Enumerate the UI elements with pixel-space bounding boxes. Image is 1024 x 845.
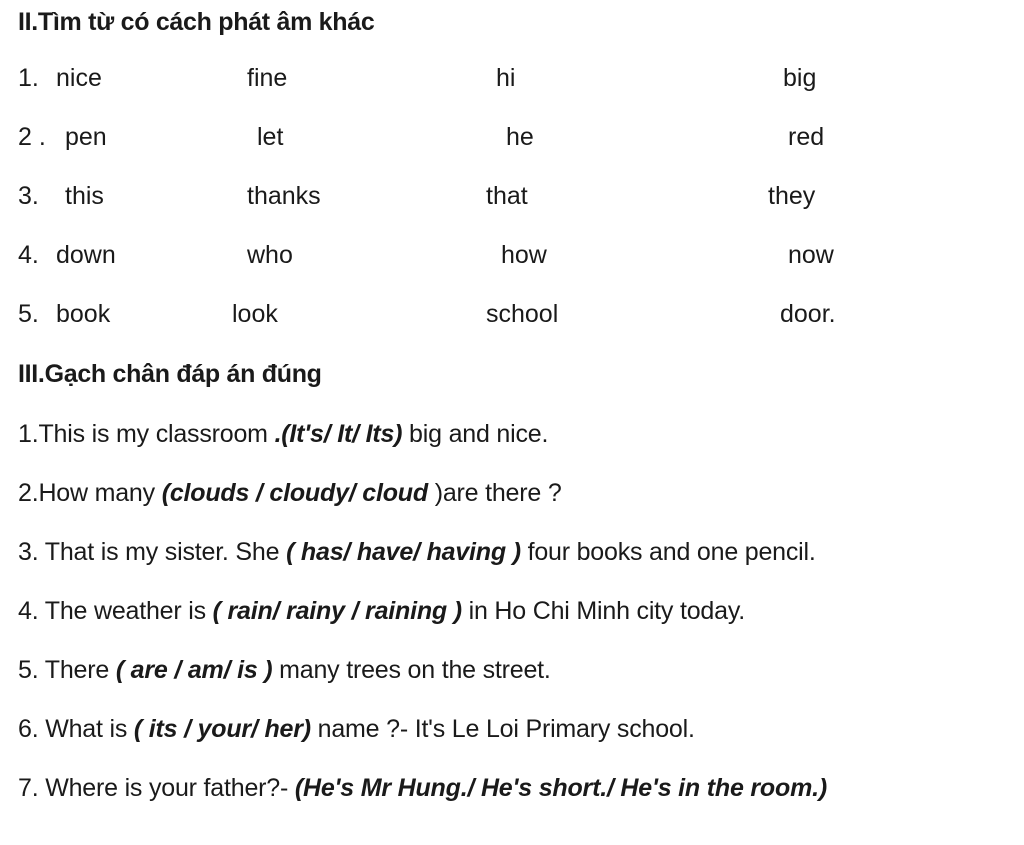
- word-option-b: thanks: [247, 182, 321, 210]
- word-option-d: they: [768, 182, 816, 210]
- item-text-before: 2.How many: [18, 479, 162, 507]
- answer-options: ( rain/ rainy / raining ): [212, 597, 462, 625]
- pronunciation-row-5: [0, 300, 1024, 336]
- word-option-b: let: [257, 123, 284, 151]
- answer-options: (clouds / cloudy/ cloud: [161, 479, 435, 507]
- grammar-item-6: [18, 715, 695, 744]
- item-text-before: 5. There: [18, 656, 116, 684]
- word-option-b: look: [232, 300, 278, 328]
- pronunciation-row-2: [0, 123, 1024, 159]
- row-number: 4.: [18, 241, 39, 269]
- word-option-a: this: [65, 182, 104, 210]
- answer-options: ( its / your/ her): [133, 715, 311, 743]
- grammar-item-2: [18, 479, 562, 508]
- answer-options: ( has/ have/ having ): [286, 538, 521, 566]
- section-2-heading: II.Tìm từ có cách phát âm khác: [18, 8, 375, 36]
- pronunciation-row-3: [0, 182, 1024, 218]
- item-text-before: 3. That is my sister. She: [18, 538, 287, 566]
- word-option-d: red: [788, 123, 825, 151]
- grammar-item-1: [18, 420, 548, 449]
- section-3-heading: III.Gạch chân đáp án đúng: [18, 360, 322, 388]
- grammar-item-5: [18, 656, 551, 685]
- grammar-item-4: [18, 597, 745, 626]
- word-option-c: hi: [496, 64, 516, 92]
- word-option-d: now: [788, 241, 834, 269]
- item-text-before: 4. The weather is: [18, 597, 213, 625]
- row-number: 3.: [18, 182, 39, 210]
- item-text-after: big and nice.: [402, 420, 549, 448]
- item-text-after: many trees on the street.: [272, 656, 551, 684]
- word-option-c: school: [486, 300, 559, 328]
- item-text-before: 1.This is my classroom: [18, 420, 275, 448]
- word-option-c: how: [501, 241, 547, 269]
- word-option-c: he: [506, 123, 534, 151]
- item-text-before: 7. Where is your father?-: [18, 774, 295, 802]
- row-number: 2 .: [18, 123, 46, 151]
- word-option-a: down: [56, 241, 116, 269]
- word-option-d: big: [783, 64, 817, 92]
- item-text-after: in Ho Chi Minh city today.: [461, 597, 746, 625]
- answer-options: ( are / am/ is ): [115, 656, 273, 684]
- grammar-item-3: [18, 538, 816, 567]
- word-option-a: nice: [56, 64, 102, 92]
- word-option-a: pen: [65, 123, 107, 151]
- answer-options: (He's Mr Hung./ He's short./ He's in the room.): [294, 774, 827, 802]
- word-option-d: door.: [780, 300, 836, 328]
- grammar-item-7: [18, 774, 827, 803]
- answer-options: .(It's/ It/ Its): [274, 420, 403, 448]
- pronunciation-row-1: [0, 64, 1024, 100]
- word-option-c: that: [486, 182, 528, 210]
- item-text-before: 6. What is: [18, 715, 134, 743]
- pronunciation-row-4: [0, 241, 1024, 277]
- row-number: 5.: [18, 300, 39, 328]
- word-option-b: fine: [247, 64, 288, 92]
- item-text-after: name ?- It's Le Loi Primary school.: [310, 715, 695, 743]
- word-option-a: book: [56, 300, 111, 328]
- word-option-b: who: [247, 241, 293, 269]
- item-text-after: four books and one pencil.: [520, 538, 816, 566]
- row-number: 1.: [18, 64, 39, 92]
- item-text-after: )are there ?: [434, 479, 562, 507]
